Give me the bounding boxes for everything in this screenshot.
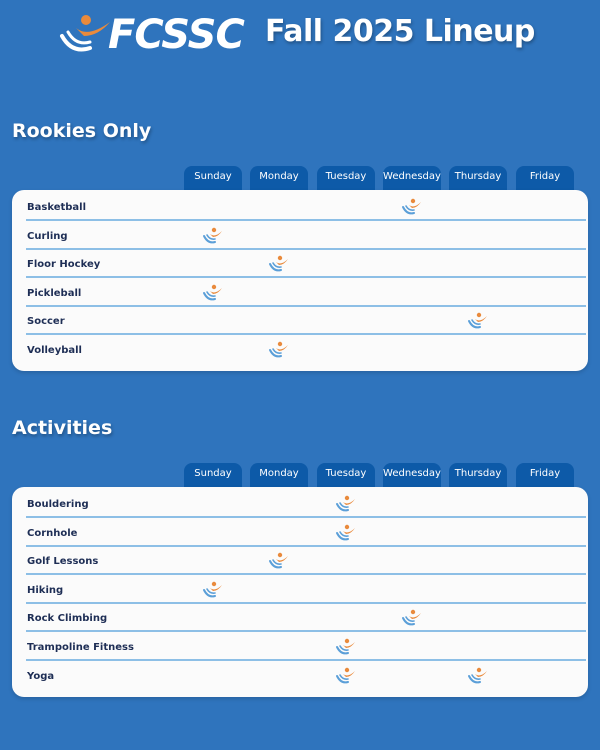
activity-label: Curling (27, 230, 68, 242)
day-tab-sunday: Sunday (184, 463, 242, 493)
schedule-row (26, 547, 586, 575)
activity-label: Rock Climbing (27, 613, 108, 625)
day-tab-sunday: Sunday (184, 166, 242, 196)
activity-label: Hiking (27, 584, 64, 596)
day-tab-monday: Monday (250, 166, 308, 196)
day-tab-thursday: Thursday (449, 463, 507, 493)
schedule-row (26, 633, 586, 661)
brand-text: FCSSC (108, 12, 244, 58)
schedule-card (12, 190, 588, 371)
activity-label: Bouldering (27, 499, 89, 510)
day-tab-friday: Friday (516, 463, 574, 493)
scheduled-day-icon (401, 608, 423, 628)
schedule-row (26, 604, 586, 632)
page-title: Fall 2025 Lineup (265, 14, 535, 49)
scheduled-day-icon (335, 494, 357, 514)
schedule-row (26, 307, 586, 335)
activity-label: Cornhole (27, 527, 78, 539)
schedule-row (26, 193, 586, 221)
activity-label: Golf Lessons (27, 556, 99, 568)
activity-label: Pickleball (27, 287, 82, 299)
scheduled-day-icon (467, 666, 489, 686)
schedule-row (26, 490, 586, 518)
activity-label: Basketball (27, 202, 87, 213)
fcssc-logo (58, 8, 244, 58)
scheduled-day-icon (335, 637, 357, 657)
day-tab-thursday: Thursday (449, 166, 507, 196)
schedule-row (26, 222, 586, 250)
scheduled-day-icon (268, 254, 290, 274)
activity-label: Soccer (27, 316, 65, 328)
scheduled-day-icon (401, 197, 423, 217)
scheduled-day-icon (335, 666, 357, 686)
day-tab-tuesday: Tuesday (317, 166, 375, 196)
header (0, 0, 600, 70)
scheduled-day-icon (202, 283, 224, 303)
day-tab-wednesday: Wednesday (383, 463, 441, 493)
scheduled-day-icon (202, 580, 224, 600)
schedule-row (26, 662, 586, 690)
scheduled-day-icon (268, 340, 290, 360)
activity-label: Volleyball (27, 345, 82, 356)
schedule-row (26, 250, 586, 278)
schedule-row (26, 279, 586, 307)
schedule-card (12, 487, 588, 697)
day-tab-friday: Friday (516, 166, 574, 196)
scheduled-day-icon (467, 311, 489, 331)
day-tab-monday: Monday (250, 463, 308, 493)
schedule-row (26, 519, 586, 547)
activity-label: Trampoline Fitness (27, 642, 134, 653)
schedule-row (26, 336, 586, 364)
activity-label: Floor Hockey (27, 259, 101, 271)
section-title: Rookies Only (12, 120, 152, 142)
scheduled-day-icon (335, 523, 357, 543)
scheduled-day-icon (202, 226, 224, 246)
day-tab-wednesday: Wednesday (383, 166, 441, 196)
activity-label: Yoga (27, 670, 55, 682)
day-tab-tuesday: Tuesday (317, 463, 375, 493)
schedule-row (26, 576, 586, 604)
section-title: Activities (12, 417, 113, 439)
scheduled-day-icon (268, 551, 290, 571)
